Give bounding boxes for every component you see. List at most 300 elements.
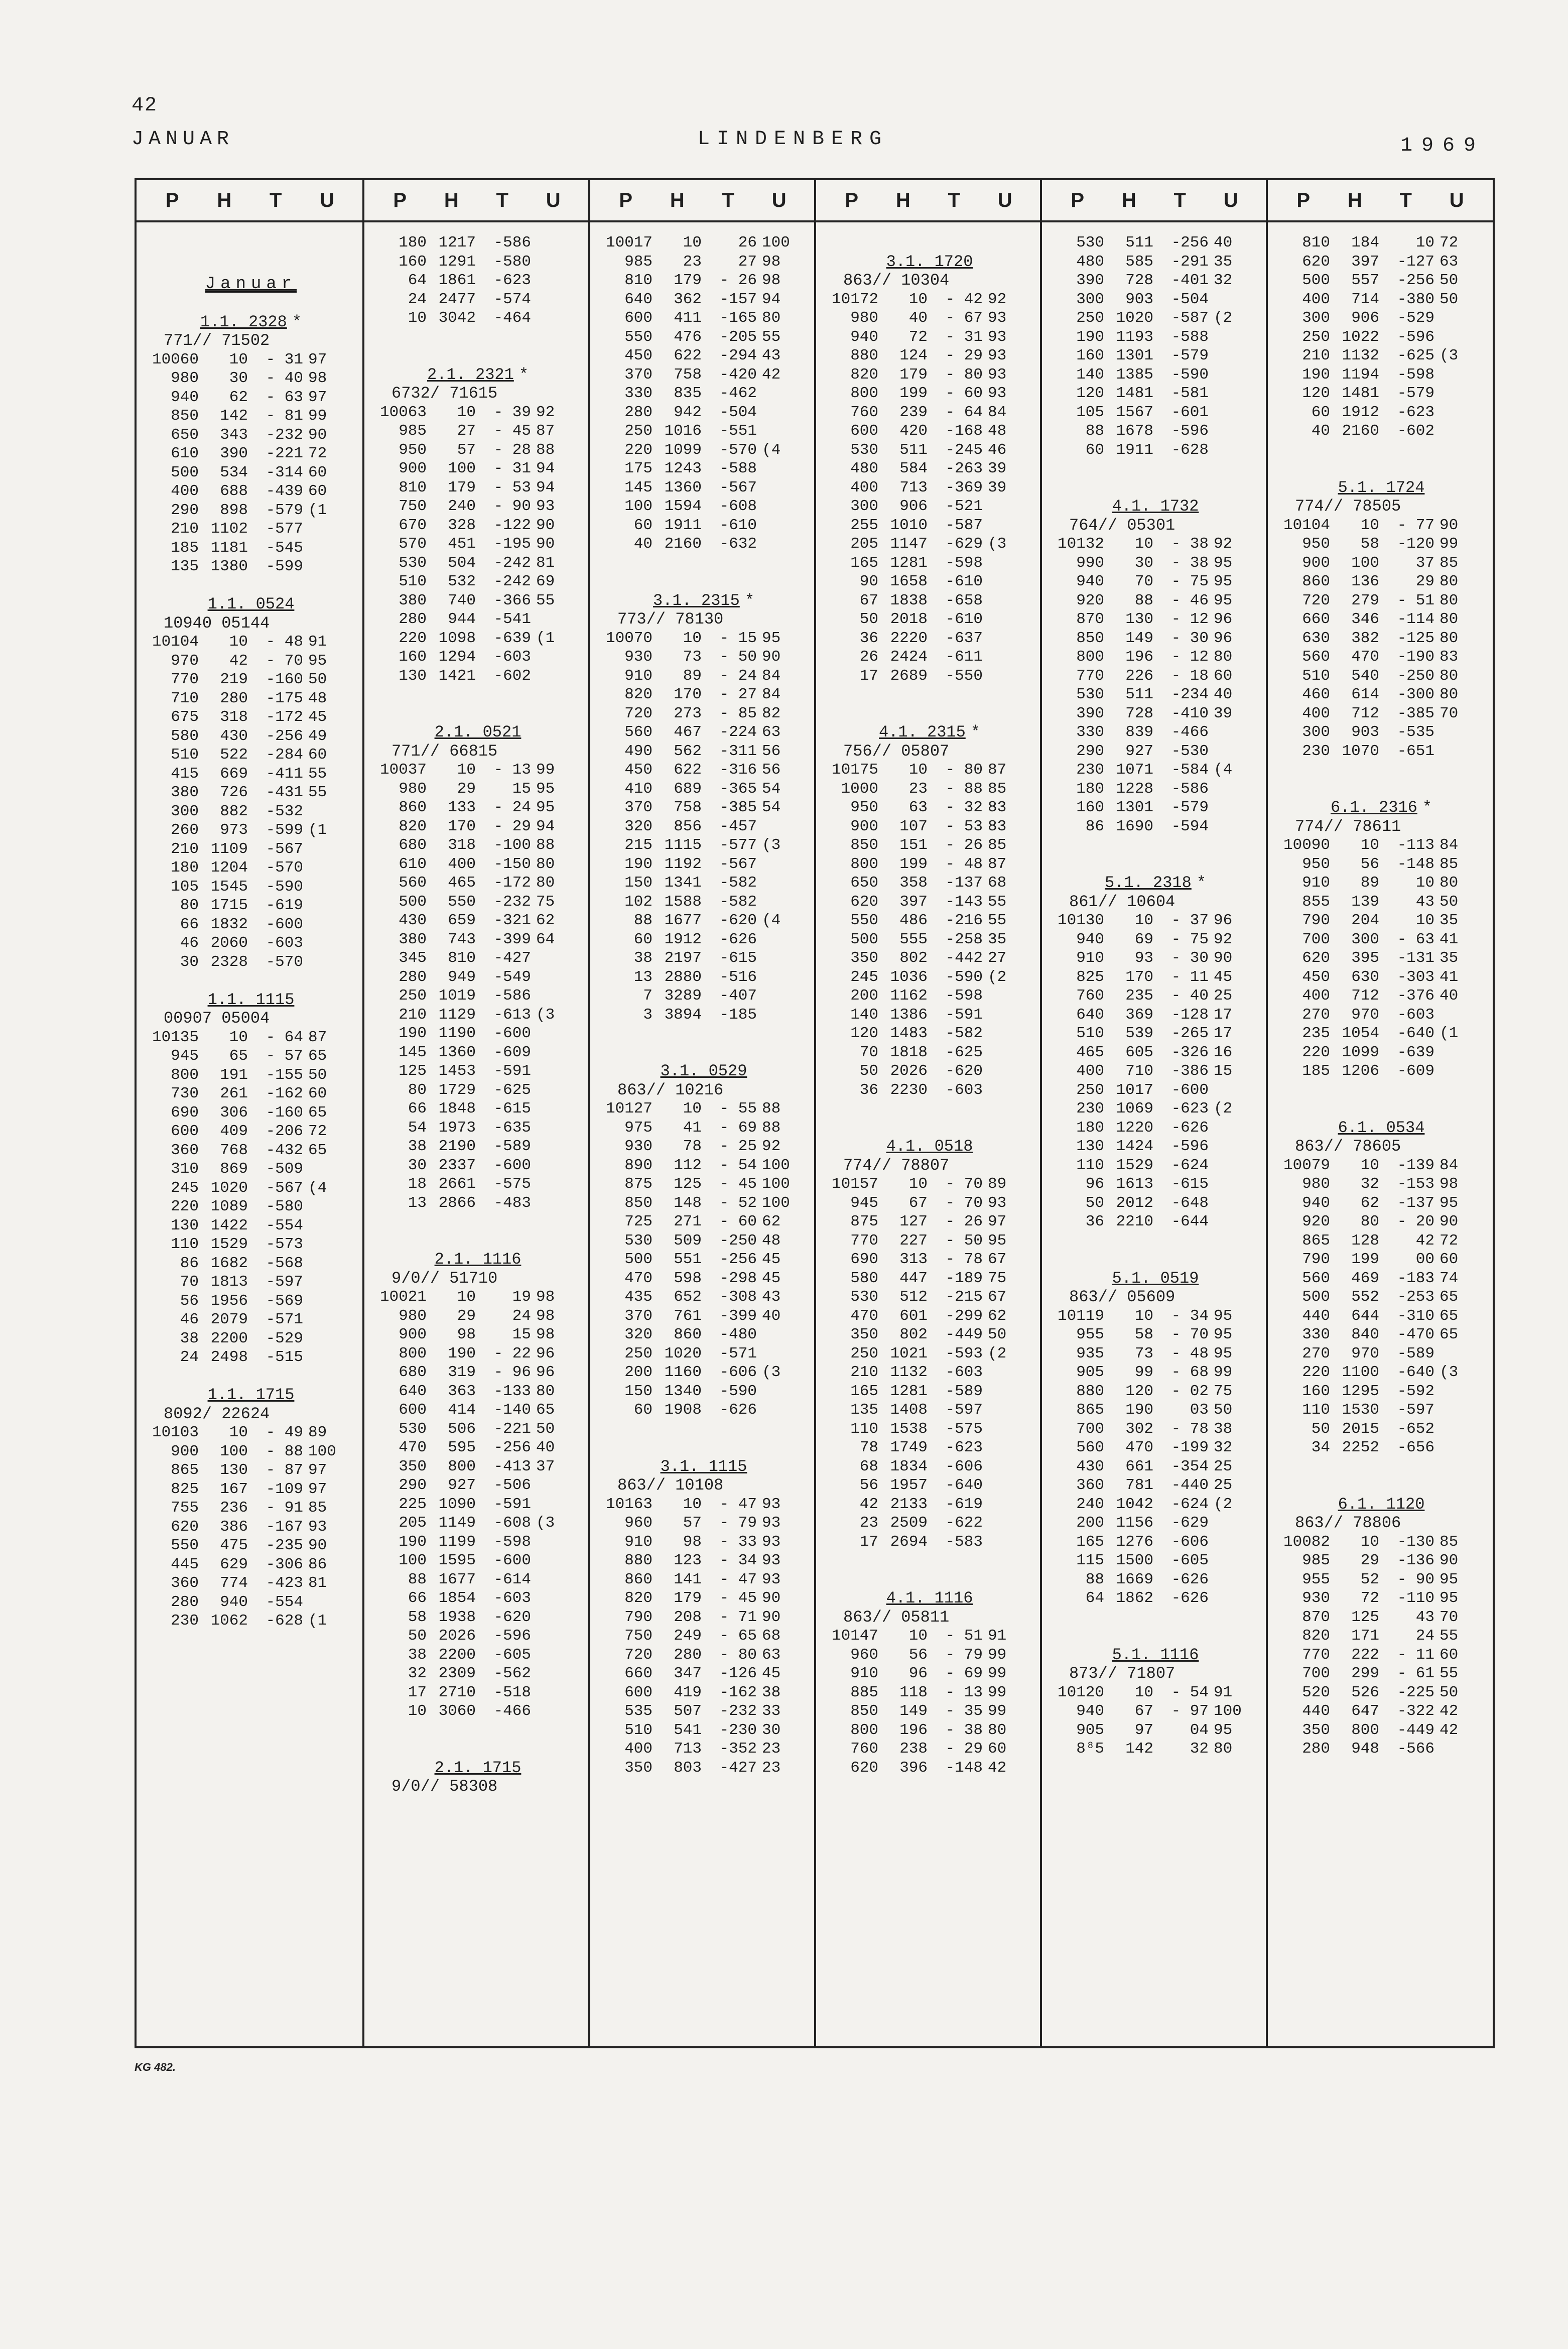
data-row — [1275, 1627, 1488, 1646]
temperature-cell: -579 — [1171, 799, 1209, 816]
data-row — [371, 1457, 584, 1476]
pressure-cell: 10132 — [1057, 535, 1104, 553]
height-cell: 1690 — [1116, 817, 1153, 835]
pressure-cell: 950 — [1302, 855, 1330, 873]
pressure-cell: 180 — [399, 234, 427, 252]
height-cell: 2197 — [664, 949, 702, 967]
temperature-cell: -625 — [493, 1081, 531, 1099]
data-row — [1275, 1664, 1488, 1683]
height-cell: 743 — [448, 930, 476, 948]
height-cell: 840 — [1351, 1326, 1379, 1343]
data-row — [1049, 1119, 1262, 1138]
humidity-cell: (2 — [1214, 309, 1233, 327]
data-row — [1049, 346, 1262, 365]
humidity-cell: 80 — [1440, 874, 1459, 892]
pressure-cell: 40 — [1311, 422, 1330, 440]
data-row — [1049, 1551, 1262, 1570]
column-header-label: U — [997, 189, 1012, 211]
pressure-cell: 110 — [171, 1235, 199, 1253]
humidity-cell — [1209, 384, 1231, 403]
pressure-cell: 270 — [1302, 1006, 1330, 1024]
pressure-cell: 470 — [850, 1307, 878, 1325]
data-row — [1049, 1438, 1262, 1457]
humidity-cell: 99 — [988, 1683, 1007, 1701]
table-column — [137, 180, 363, 2046]
pressure-cell: 770 — [1302, 1646, 1330, 1664]
temperature-cell: - 32 — [945, 799, 983, 816]
temperature-cell: -567 — [719, 478, 757, 497]
column-body — [1042, 233, 1267, 1759]
temperature-cell: 15 — [512, 1326, 531, 1343]
pressure-cell: 17 — [408, 1683, 427, 1701]
height-cell: 73 — [683, 648, 702, 666]
data-row — [144, 444, 358, 463]
temperature-cell: - 38 — [1171, 554, 1209, 572]
pressure-cell: 530 — [1076, 686, 1104, 703]
spacer — [597, 554, 810, 573]
height-cell: 758 — [674, 799, 702, 816]
humidity-cell — [303, 802, 326, 821]
pressure-cell: 120 — [1302, 385, 1330, 402]
data-row — [823, 761, 1036, 780]
pressure-cell: 330 — [624, 385, 652, 402]
temperature-cell: - 45 — [719, 1589, 757, 1607]
humidity-cell — [303, 840, 326, 859]
temperature-cell: -139 — [1397, 1156, 1434, 1174]
temperature-cell: -620 — [719, 912, 757, 929]
height-cell: 190 — [1125, 1401, 1153, 1419]
height-cell: 1424 — [1116, 1138, 1153, 1155]
pressure-cell: 310 — [171, 1160, 199, 1178]
ascent-title — [1275, 459, 1488, 497]
data-row — [597, 1156, 810, 1175]
temperature-cell: - 50 — [719, 648, 757, 666]
height-cell: 1380 — [210, 558, 248, 575]
month-heading: JANUAR — [132, 128, 234, 151]
temperature-cell: -284 — [266, 746, 303, 764]
humidity-cell — [531, 648, 554, 667]
pressure-cell: 500 — [399, 893, 427, 911]
pressure-cell: 520 — [1302, 1683, 1330, 1701]
height-cell: 541 — [674, 1721, 702, 1739]
temperature-cell: -599 — [266, 558, 303, 575]
humidity-cell — [531, 667, 554, 686]
humidity-cell: 80 — [1440, 629, 1459, 647]
temperature-cell: -582 — [719, 874, 757, 892]
pressure-cell: 10090 — [1283, 836, 1330, 854]
pressure-cell: 270 — [1302, 1344, 1330, 1363]
pressure-cell: 56 — [859, 1476, 878, 1494]
data-row — [597, 422, 810, 441]
data-row — [371, 1589, 584, 1608]
pressure-cell: 510 — [171, 746, 199, 764]
pressure-cell: 320 — [624, 817, 652, 835]
height-cell: 240 — [448, 498, 476, 515]
pressure-cell: 145 — [624, 478, 652, 497]
height-cell: 1204 — [210, 859, 248, 877]
data-row — [597, 648, 810, 667]
humidity-cell: 95 — [536, 780, 555, 798]
humidity-cell — [757, 422, 779, 441]
data-row — [823, 591, 1036, 610]
humidity-cell: 85 — [1440, 554, 1459, 572]
temperature-cell: -242 — [493, 573, 531, 590]
pressure-cell: 60 — [1085, 441, 1104, 459]
height-cell: 970 — [1351, 1006, 1379, 1024]
pressure-cell: 510 — [1076, 1025, 1104, 1042]
temperature-cell: -588 — [1171, 328, 1209, 346]
temperature-cell: - 12 — [1171, 610, 1209, 628]
data-row — [823, 422, 1036, 441]
temperature-cell: -586 — [493, 987, 531, 1005]
height-cell: 67 — [1134, 1702, 1153, 1720]
pressure-cell: 620 — [171, 1518, 199, 1536]
temperature-cell: -185 — [719, 1006, 757, 1024]
temperature-cell: - 38 — [1171, 535, 1209, 553]
humidity-cell: 42 — [762, 365, 781, 384]
ascent-date-time: 1.1. 1715 — [207, 1386, 295, 1404]
height-cell: 302 — [1125, 1420, 1153, 1438]
humidity-cell: 69 — [536, 573, 555, 590]
humidity-cell: 49 — [308, 727, 327, 745]
data-row — [1275, 1231, 1488, 1251]
data-row — [371, 535, 584, 554]
humidity-cell: 48 — [762, 1231, 781, 1250]
height-cell: 369 — [1125, 1006, 1153, 1024]
temperature-cell: - 31 — [266, 350, 303, 368]
data-row — [144, 858, 358, 878]
pressure-cell: 10 — [408, 309, 427, 327]
temperature-cell: -529 — [266, 1329, 303, 1347]
data-row — [144, 953, 358, 972]
ascent-date-time: 5.1. 0519 — [1112, 1269, 1199, 1288]
column-header-label: P — [393, 189, 407, 211]
humidity-cell: 63 — [762, 723, 781, 741]
height-cell: 1149 — [438, 1514, 476, 1532]
humidity-cell: 95 — [1214, 554, 1233, 572]
temperature-cell: -640 — [1397, 1025, 1434, 1042]
pressure-cell: 140 — [850, 1006, 878, 1024]
height-cell: 2694 — [890, 1533, 928, 1551]
data-row — [1049, 1043, 1262, 1062]
data-row — [371, 290, 584, 309]
temperature-cell: -580 — [266, 1198, 303, 1215]
humidity-cell — [1209, 328, 1231, 347]
pressure-cell: 400 — [850, 478, 878, 497]
temperature-cell: -423 — [266, 1574, 303, 1592]
humidity-cell — [757, 855, 779, 874]
humidity-cell — [1209, 1533, 1231, 1552]
humidity-cell: 35 — [1440, 912, 1459, 929]
height-cell: 199 — [1351, 1251, 1379, 1268]
height-cell: 1938 — [438, 1608, 476, 1626]
temperature-cell: -605 — [493, 1646, 531, 1664]
temperature-cell: - 64 — [266, 1028, 303, 1046]
humidity-cell — [303, 1310, 326, 1329]
humidity-cell: 86 — [308, 1555, 327, 1573]
pressure-cell: 135 — [850, 1401, 878, 1419]
height-cell: 100 — [1351, 554, 1379, 572]
pressure-cell: 755 — [171, 1499, 199, 1517]
pressure-cell: 955 — [1076, 1326, 1104, 1343]
pressure-cell: 380 — [399, 591, 427, 609]
ascent-date-time: 3.1. 1720 — [886, 252, 973, 271]
pressure-cell: 810 — [1302, 234, 1330, 252]
humidity-cell: 60 — [1214, 667, 1233, 685]
height-cell: 1908 — [664, 1401, 702, 1419]
data-row — [597, 1551, 810, 1570]
humidity-cell: (3 — [536, 1514, 555, 1532]
pressure-cell: 550 — [171, 1537, 199, 1554]
data-row — [823, 780, 1036, 799]
data-row — [1275, 422, 1488, 441]
humidity-cell — [983, 1457, 1005, 1476]
pressure-cell: 550 — [624, 328, 652, 346]
data-row — [597, 1194, 810, 1213]
temperature-cell: 29 — [1415, 573, 1434, 590]
pressure-cell: 610 — [171, 445, 199, 462]
pressure-cell: 820 — [399, 817, 427, 835]
height-cell: 1098 — [438, 629, 476, 647]
data-row — [1275, 1194, 1488, 1213]
data-row — [1275, 1646, 1488, 1665]
humidity-cell — [757, 384, 779, 403]
humidity-cell — [1434, 422, 1457, 441]
data-row — [371, 1288, 584, 1307]
humidity-cell: (2 — [988, 1344, 1007, 1363]
data-row — [371, 648, 584, 667]
pressure-cell: 290 — [399, 1476, 427, 1494]
temperature-cell: -596 — [1397, 328, 1434, 346]
temperature-cell: -232 — [493, 893, 531, 911]
pressure-cell: 465 — [1076, 1043, 1104, 1061]
pressure-cell: 560 — [1076, 1439, 1104, 1456]
temperature-cell: -250 — [719, 1231, 757, 1250]
height-cell: 125 — [674, 1175, 702, 1193]
temperature-cell: -584 — [1171, 761, 1209, 779]
data-row — [823, 1212, 1036, 1231]
height-cell: 1021 — [890, 1344, 928, 1363]
pressure-cell: 985 — [399, 422, 427, 440]
humidity-cell: 68 — [988, 874, 1007, 892]
pressure-cell: 250 — [1076, 309, 1104, 327]
data-row — [823, 1401, 1036, 1420]
height-cell: 179 — [899, 365, 928, 384]
humidity-cell — [983, 629, 1005, 648]
data-row — [823, 1043, 1036, 1062]
pressure-cell: 460 — [1302, 686, 1330, 703]
height-cell: 1220 — [1116, 1119, 1153, 1137]
ascent-title — [1275, 1476, 1488, 1514]
column-header-label: T — [1399, 189, 1412, 211]
height-cell: 2309 — [438, 1665, 476, 1682]
data-row — [597, 930, 810, 949]
pressure-cell: 955 — [1302, 1570, 1330, 1588]
temperature-cell: - 91 — [266, 1499, 303, 1517]
height-cell: 1715 — [210, 897, 248, 914]
pressure-cell: 255 — [850, 516, 878, 534]
temperature-cell: - 49 — [266, 1424, 303, 1441]
temperature-cell: -167 — [266, 1518, 303, 1536]
pressure-cell: 350 — [1302, 1721, 1330, 1739]
data-row — [823, 572, 1036, 591]
data-row — [1275, 1307, 1488, 1326]
humidity-cell: 23 — [762, 1740, 781, 1758]
temperature-cell: 27 — [738, 253, 757, 271]
data-row — [1049, 648, 1262, 667]
pressure-cell: 530 — [399, 554, 427, 572]
pressure-cell: 860 — [1302, 573, 1330, 590]
data-row — [597, 874, 810, 893]
temperature-cell: -109 — [266, 1480, 303, 1498]
temperature-cell: - 40 — [266, 369, 303, 387]
humidity-cell — [983, 497, 1005, 516]
data-row — [823, 817, 1036, 836]
height-cell: 712 — [1351, 704, 1379, 722]
spacer — [371, 685, 584, 704]
pressure-cell: 50 — [1311, 1420, 1330, 1438]
temperature-cell: - 52 — [719, 1194, 757, 1212]
humidity-cell — [303, 915, 326, 934]
height-cell: 1341 — [664, 874, 702, 892]
pressure-cell: 720 — [624, 1646, 652, 1664]
temperature-cell: - 78 — [945, 1251, 983, 1268]
humidity-cell: 60 — [308, 482, 327, 500]
temperature-cell: -620 — [493, 1608, 531, 1626]
height-cell: 1020 — [1116, 309, 1153, 327]
data-row — [1049, 1721, 1262, 1740]
height-cell: 1071 — [1116, 761, 1153, 779]
ascent-title — [823, 1570, 1036, 1608]
temperature-cell: - 26 — [945, 836, 983, 854]
height-cell: 1217 — [438, 234, 476, 252]
height-cell: 98 — [457, 1326, 476, 1343]
temperature-cell: -573 — [266, 1235, 303, 1253]
temperature-cell: -606 — [719, 1364, 757, 1381]
pressure-cell: 880 — [1076, 1382, 1104, 1400]
data-row — [144, 821, 358, 840]
data-row — [1275, 1589, 1488, 1608]
height-cell: 1291 — [438, 253, 476, 271]
humidity-cell: 72 — [308, 1123, 327, 1140]
pressure-cell: 66 — [408, 1589, 427, 1607]
temperature-cell: - 68 — [1171, 1364, 1209, 1381]
humidity-cell: 32 — [1214, 1439, 1233, 1456]
height-cell: 27 — [457, 422, 476, 440]
data-row — [371, 1043, 584, 1062]
column-header-label: P — [619, 189, 633, 211]
temperature-cell: -590 — [945, 968, 983, 986]
height-cell: 1132 — [890, 1364, 928, 1381]
pressure-cell: 980 — [1302, 1175, 1330, 1193]
humidity-cell: 40 — [1440, 987, 1459, 1005]
height-cell: 2200 — [438, 1646, 476, 1664]
data-row — [597, 836, 810, 855]
height-cell: 1199 — [438, 1533, 476, 1551]
pressure-cell: 400 — [171, 482, 199, 500]
humidity-cell — [983, 591, 1005, 610]
pressure-cell: 870 — [1302, 1608, 1330, 1626]
height-cell: 906 — [1351, 309, 1379, 327]
temperature-cell: -615 — [1171, 1175, 1209, 1193]
temperature-cell: -619 — [266, 897, 303, 914]
temperature-cell: -160 — [266, 671, 303, 688]
temperature-cell: - 65 — [719, 1627, 757, 1645]
height-cell: 58 — [1134, 1326, 1153, 1343]
humidity-cell — [757, 497, 779, 516]
humidity-cell: 87 — [536, 422, 555, 440]
height-cell: 1669 — [1116, 1570, 1153, 1588]
temperature-cell: - 63 — [1397, 930, 1434, 948]
height-cell: 2509 — [890, 1514, 928, 1532]
temperature-cell: -611 — [945, 648, 983, 666]
humidity-cell — [303, 1216, 326, 1235]
pressure-cell: 50 — [859, 1062, 878, 1080]
temperature-cell: -457 — [719, 817, 757, 835]
data-row — [1275, 1062, 1488, 1081]
humidity-cell: 55 — [988, 893, 1007, 911]
temperature-cell: -483 — [493, 1194, 531, 1212]
data-row — [1275, 1344, 1488, 1364]
height-cell: 1020 — [664, 1344, 702, 1363]
data-row — [144, 1310, 358, 1329]
data-row — [1049, 723, 1262, 742]
height-cell: 447 — [899, 1269, 928, 1287]
humidity-cell — [1434, 309, 1457, 328]
height-cell: 1228 — [1116, 780, 1153, 798]
height-cell: 318 — [220, 708, 248, 726]
data-row — [1275, 874, 1488, 893]
height-cell: 726 — [220, 784, 248, 801]
pressure-cell: 80 — [408, 1081, 427, 1099]
height-cell: 227 — [899, 1231, 928, 1250]
humidity-cell — [531, 1702, 554, 1721]
data-row — [144, 1179, 358, 1198]
temperature-cell: -385 — [719, 799, 757, 816]
data-row — [597, 1137, 810, 1156]
pressure-cell: 825 — [171, 1480, 199, 1498]
data-row — [597, 516, 810, 535]
humidity-cell: 55 — [1440, 1627, 1459, 1645]
data-row — [1049, 1137, 1262, 1156]
humidity-cell: 39 — [988, 460, 1007, 477]
pressure-cell: 300 — [171, 802, 199, 820]
data-row — [823, 1533, 1036, 1552]
humidity-cell — [303, 1235, 326, 1254]
data-row — [1049, 685, 1262, 704]
humidity-cell: (3 — [762, 836, 781, 854]
temperature-cell: -535 — [1397, 723, 1434, 741]
humidity-cell: 25 — [1214, 987, 1233, 1005]
humidity-cell: 93 — [988, 328, 1007, 346]
pressure-cell: 180 — [1076, 1119, 1104, 1137]
height-cell: 127 — [899, 1213, 928, 1230]
ascent-code: 756// 05807 — [843, 741, 950, 761]
temperature-cell: - 79 — [719, 1514, 757, 1532]
pressure-cell: 160 — [1076, 799, 1104, 816]
temperature-cell: - 34 — [1171, 1307, 1209, 1325]
temperature-cell: -640 — [945, 1476, 983, 1494]
humidity-cell: 88 — [536, 836, 555, 854]
data-row — [823, 911, 1036, 930]
pressure-cell: 38 — [633, 949, 652, 967]
data-row — [1275, 1382, 1488, 1401]
pressure-cell: 530 — [850, 1288, 878, 1306]
height-cell: 10 — [683, 234, 702, 252]
spacer — [1049, 459, 1262, 478]
pressure-cell: 10060 — [152, 350, 199, 368]
humidity-cell: 15 — [1214, 1062, 1233, 1080]
